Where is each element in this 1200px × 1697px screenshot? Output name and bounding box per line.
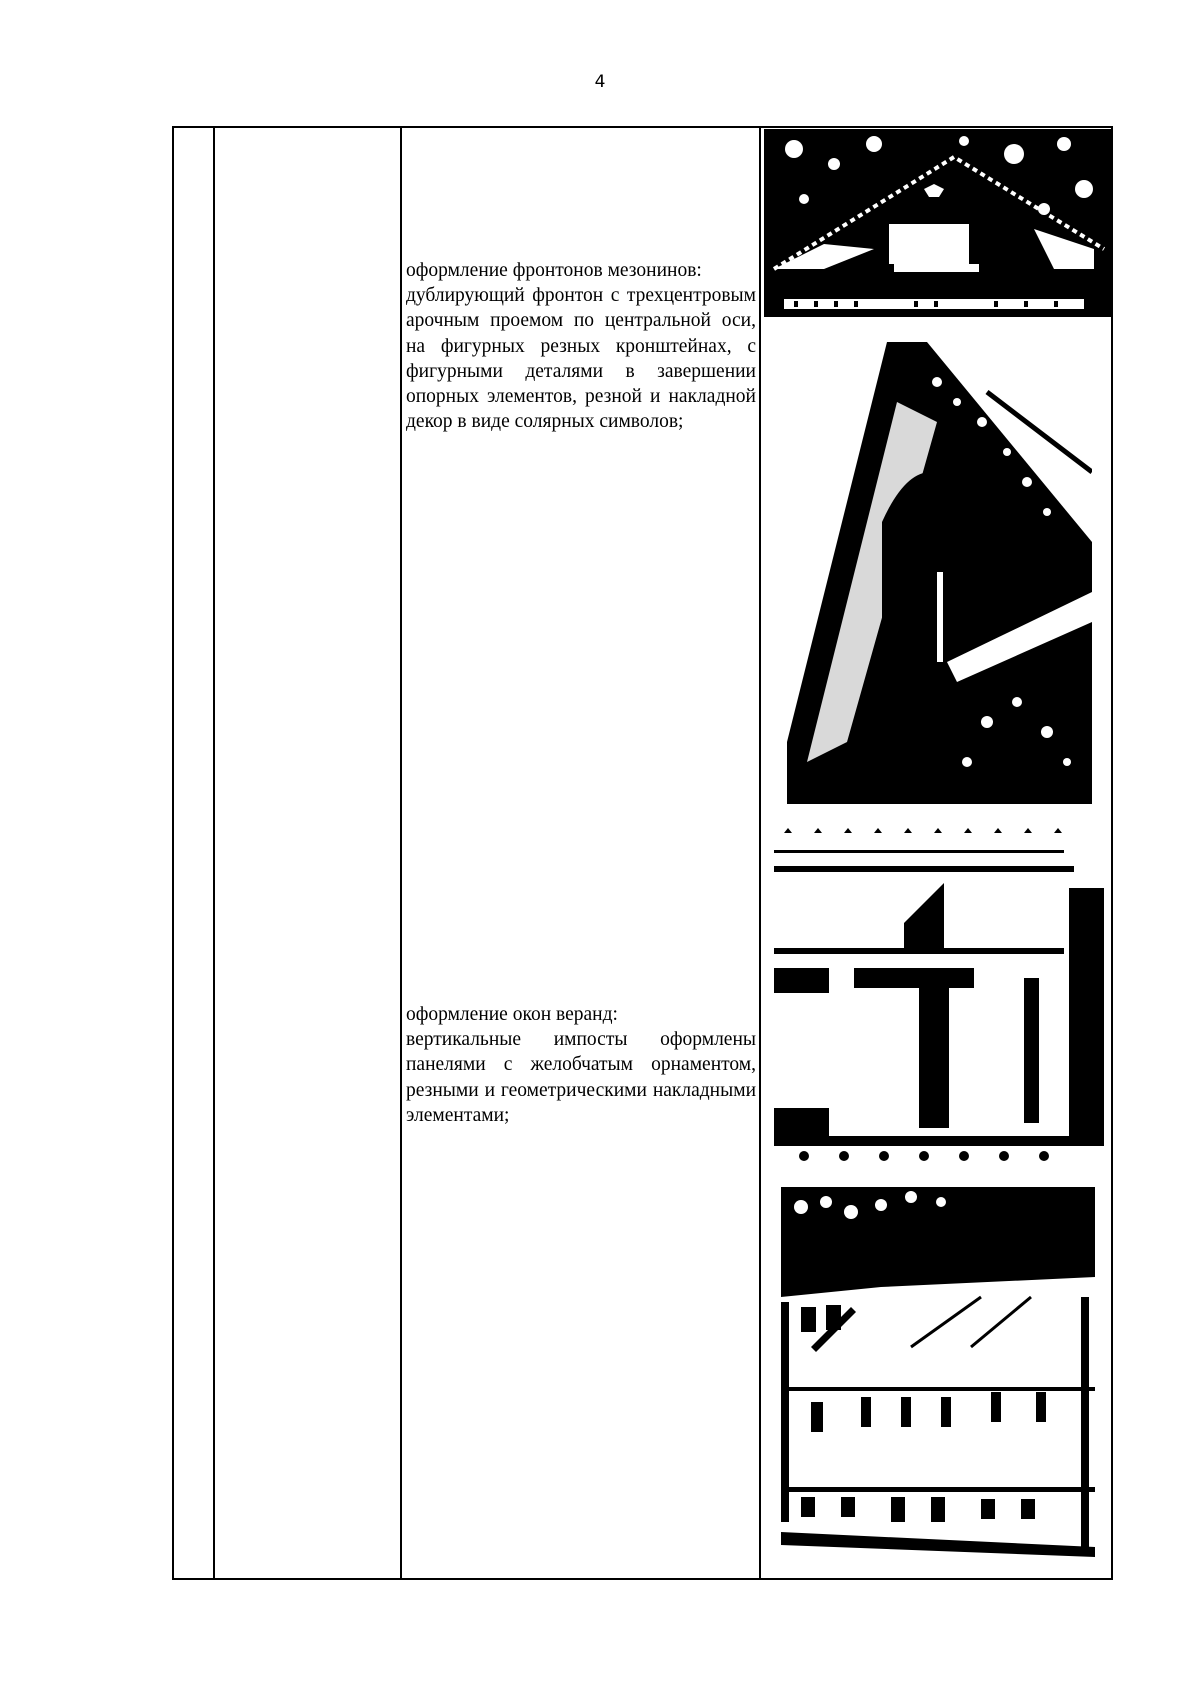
- description-veranda-windows: [406, 1002, 756, 1128]
- arch-image-icon: [787, 342, 1092, 804]
- document-table: [172, 126, 1113, 1580]
- table-column-number: [174, 128, 215, 1578]
- veranda-window-image-icon: [774, 828, 1104, 1164]
- veranda-window-photo: [774, 828, 1104, 1164]
- mezzanine-pediment-photo: [764, 129, 1111, 317]
- table-column-description: [402, 128, 761, 1578]
- description-heading: оформление фронтонов мезонинов:: [406, 260, 702, 281]
- description-mezzanine-pediments: [406, 258, 756, 434]
- page-number: 4: [594, 72, 606, 92]
- veranda-glazing-image-icon: [781, 1187, 1095, 1574]
- mezzanine-arch-detail-photo: [787, 342, 1092, 804]
- description-heading: оформление окон веранд:: [406, 1004, 618, 1025]
- table-column-photos: [761, 128, 1111, 1578]
- veranda-glazing-photo: [781, 1187, 1095, 1574]
- pediment-image-icon: [764, 129, 1111, 317]
- description-text: дублирующий фронтон с трехцентровым арочным проемом по центральной оси, на фигурных резных кронштейнах, с фигурными деталями в завершении опорных элементов, резной и накладной декор в виде солярных символов;: [406, 285, 756, 433]
- table-column-name: [215, 128, 402, 1578]
- description-text: вертикальные импосты оформлены панелями с желобчатым орнаментом, резными и геометрическими накладными элементами;: [406, 1029, 756, 1126]
